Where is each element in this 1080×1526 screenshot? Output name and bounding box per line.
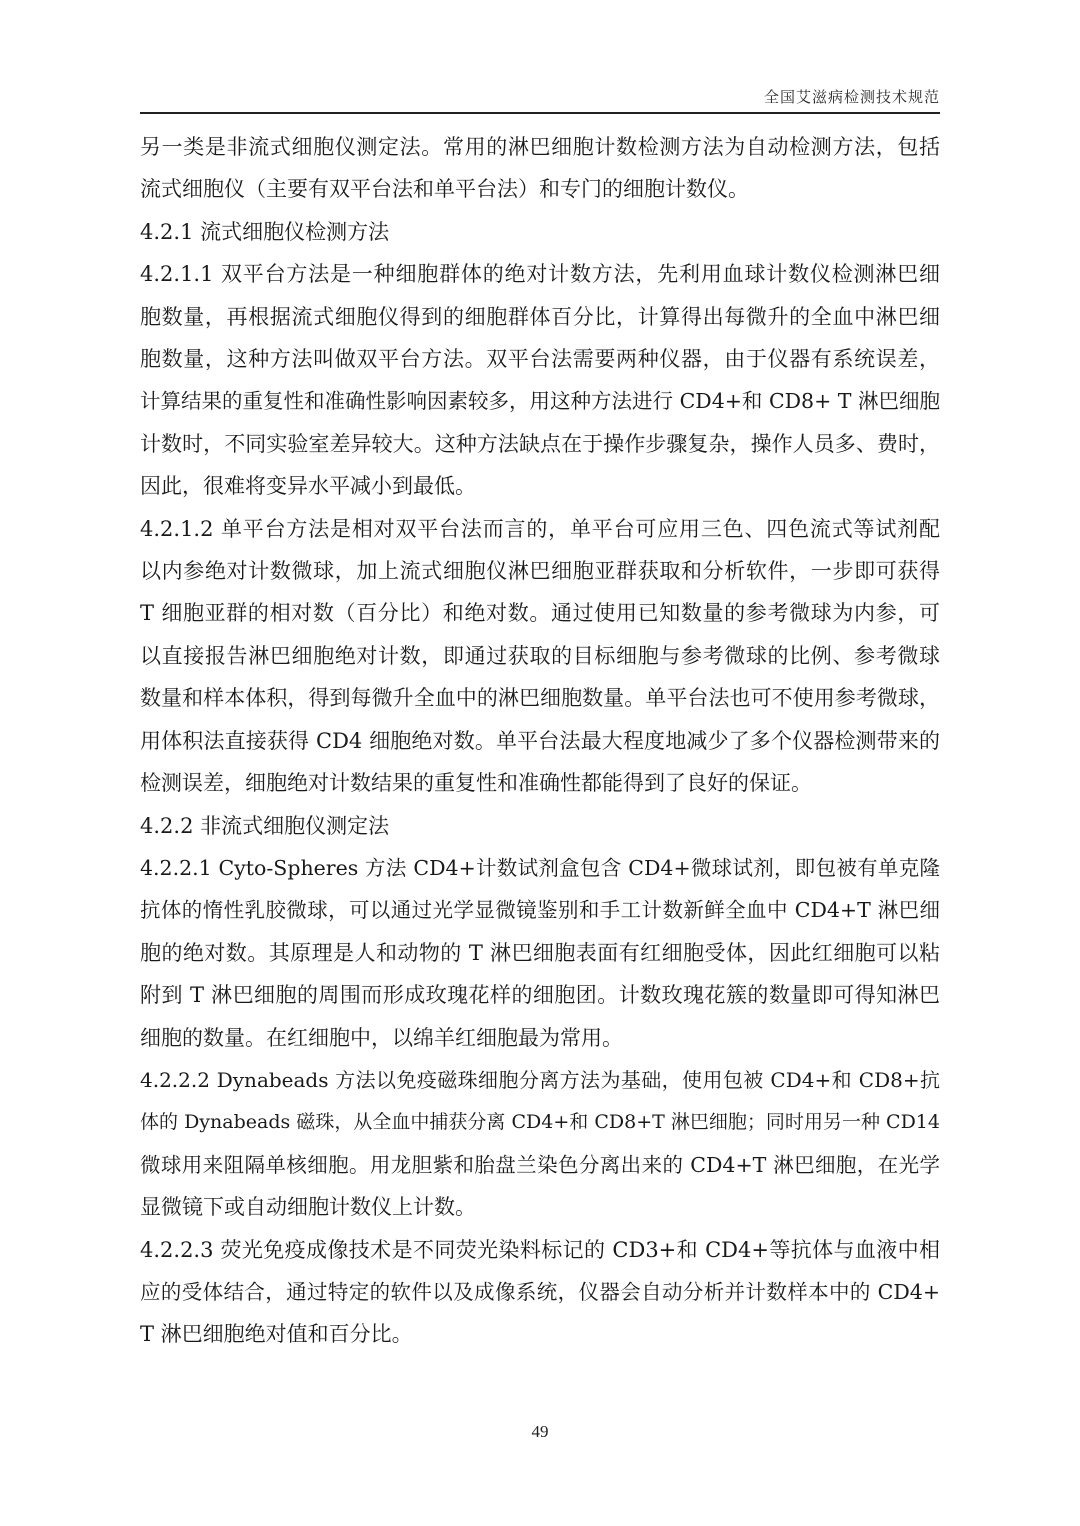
- text-line: 应的受体结合，通过特定的软件以及成像系统，仪器会自动分析并计数样本中的 CD4+: [140, 1279, 940, 1304]
- text-line: 检测误差，细胞绝对计数结果的重复性和准确性都能得到了良好的保证。: [140, 771, 812, 796]
- text-line: 显微镜下或自动细胞计数仪上计数。: [140, 1195, 476, 1220]
- text-line: 数量和样本体积，得到每微升全血中的淋巴细胞数量。单平台法也可不使用参考微球，: [140, 686, 940, 711]
- text-line: 微球用来阻隔单核细胞。用龙胆紫和胎盘兰染色分离出来的 CD4+T 淋巴细胞，在光学: [140, 1152, 940, 1177]
- text-line: 因此，很难将变异水平减小到最低。: [140, 474, 476, 499]
- text-line: 4.2.2.1 Cyto-Spheres 方法 CD4+计数试剂盒包含 CD4+微球试剂，即包被有单克隆: [140, 855, 940, 880]
- text-line: 胞的绝对数。其原理是人和动物的 T 淋巴细胞表面有红细胞受体，因此红细胞可以粘: [140, 940, 940, 965]
- text-line: 另一类是非流式细胞仪测定法。常用的淋巴细胞计数检测方法为自动检测方法，包括: [140, 135, 940, 159]
- text-line: 附到 T 淋巴细胞的周围而形成玫瑰花样的细胞团。计数玫瑰花簇的数量即可得知淋巴: [140, 983, 940, 1008]
- text-line: 4.2.2.2 Dynabeads 方法以免疫磁珠细胞分离方法为基础，使用包被 CD4+和 CD8+抗: [140, 1067, 940, 1092]
- section-heading: 4.2.1 流式细胞仪检测方法: [140, 219, 390, 244]
- running-header: 全国艾滋病检测技术规范: [763, 88, 940, 106]
- text-line: T 细胞亚群的相对数（百分比）和绝对数。通过使用已知数量的参考微球为内参，可: [140, 601, 940, 626]
- page-number: 49: [531, 1422, 549, 1441]
- text-line: 抗体的惰性乳胶微球，可以通过光学显微镜鉴别和手工计数新鲜全血中 CD4+T 淋巴细: [140, 898, 940, 923]
- text-line: 以内参绝对计数微球，加上流式细胞仪淋巴细胞亚群获取和分析软件，一步即可获得: [140, 559, 940, 584]
- text-line: 4.2.1.2 单平台方法是相对双平台法而言的，单平台可应用三色、四色流式等试剂配: [140, 516, 940, 541]
- text-line: 用体积法直接获得 CD4 细胞绝对数。单平台法最大程度地减少了多个仪器检测带来的: [140, 728, 940, 753]
- text-line: 以直接报告淋巴细胞绝对计数，即通过获取的目标细胞与参考微球的比例、参考微球: [140, 643, 940, 668]
- text-line: 流式细胞仪（主要有双平台法和单平台法）和专门的细胞计数仪。: [140, 177, 749, 202]
- text-line: T 淋巴细胞绝对值和百分比。: [140, 1322, 413, 1347]
- text-line: 计数时，不同实验室差异较大。这种方法缺点在于操作步骤复杂，操作人员多、费时，: [140, 431, 940, 456]
- text-line: 体的 Dynabeads 磁珠，从全血中捕获分离 CD4+和 CD8+T 淋巴细胞；同时用另一种 CD14: [140, 1111, 940, 1134]
- body-text: [140, 126, 940, 1356]
- text-line: 4.2.1.1 双平台方法是一种细胞群体的绝对计数方法，先利用血球计数仪检测淋巴细: [140, 262, 940, 287]
- text-line: 细胞的数量。在红细胞中，以绵羊红细胞最为常用。: [140, 1025, 623, 1050]
- text-line: 计算结果的重复性和准确性影响因素较多，用这种方法进行 CD4+和 CD8+ T 淋巴细胞: [140, 389, 940, 414]
- section-heading: 4.2.2 非流式细胞仪测定法: [140, 813, 390, 838]
- text-line: 4.2.2.3 荧光免疫成像技术是不同荧光染料标记的 CD3+和 CD4+等抗体与血液中相: [140, 1237, 940, 1262]
- text-line: 胞数量，这种方法叫做双平台方法。双平台法需要两种仪器，由于仪器有系统误差，: [140, 347, 940, 372]
- text-line: 胞数量，再根据流式细胞仪得到的细胞群体百分比，计算得出每微升的全血中淋巴细: [140, 304, 940, 329]
- header-rule: [140, 112, 940, 114]
